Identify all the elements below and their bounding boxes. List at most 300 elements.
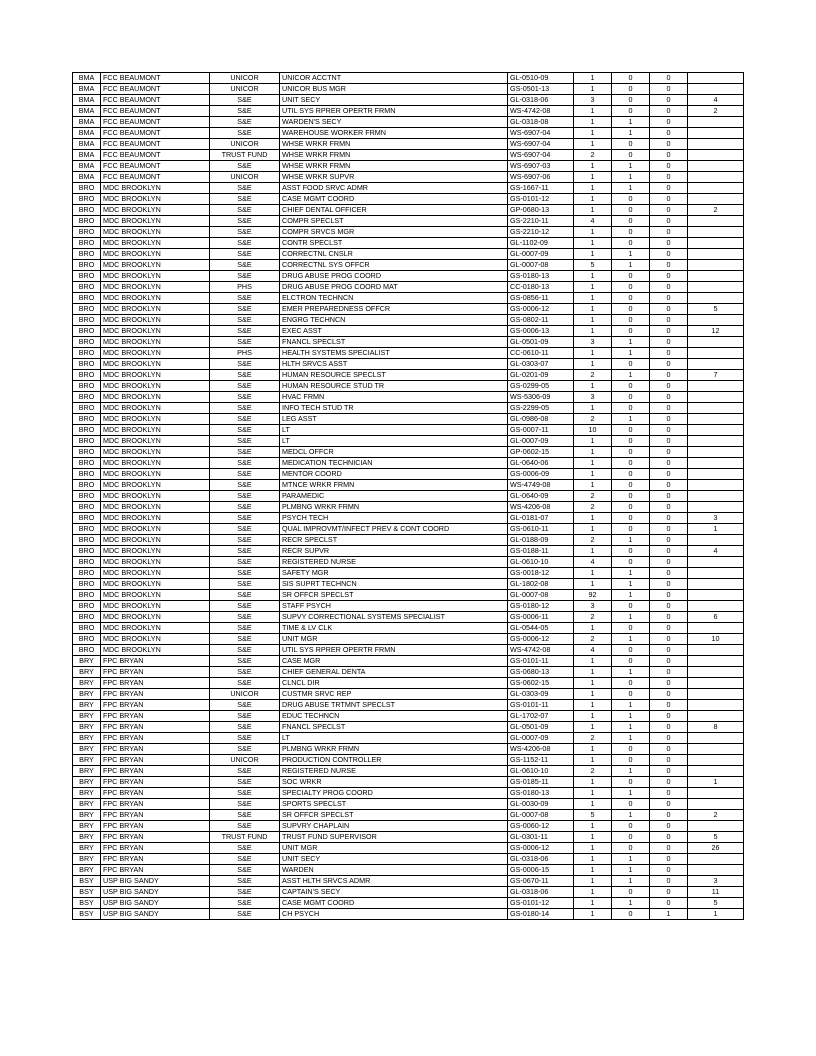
grade-cell: GS-0185-11 [508,777,574,788]
count-cell: 0 [650,183,688,194]
count-cell: 1 [574,898,612,909]
facility-code-cell: BRO [73,381,101,392]
fund-cell: PHS [210,282,280,293]
count-cell: 5 [688,304,744,315]
facility-code-cell: BRO [73,348,101,359]
position-title-cell: WARDEN [280,865,508,876]
facility-code-cell: BRO [73,601,101,612]
count-cell [688,183,744,194]
count-cell: 1 [612,370,650,381]
count-cell [688,392,744,403]
count-cell: 1 [612,766,650,777]
count-cell: 0 [612,106,650,117]
grade-cell: GS-0856-11 [508,293,574,304]
grade-cell: GL-0007-09 [508,249,574,260]
count-cell: 0 [650,227,688,238]
count-cell [688,260,744,271]
count-cell: 1 [574,744,612,755]
count-cell [688,601,744,612]
fund-cell: S&E [210,843,280,854]
grade-cell: GS-0180-13 [508,788,574,799]
count-cell: 0 [650,799,688,810]
count-cell [688,557,744,568]
table-row [73,425,744,436]
grade-cell: GL-0640-06 [508,458,574,469]
facility-name-cell: FPC BRYAN [101,667,210,678]
facility-code-cell: BRO [73,557,101,568]
count-cell: 0 [650,634,688,645]
count-cell: 1 [574,799,612,810]
facility-name-cell: MDC BROOKLYN [101,249,210,260]
grade-cell: GL-0030-09 [508,799,574,810]
grade-cell: GS-0101-11 [508,656,574,667]
facility-code-cell: BRY [73,667,101,678]
count-cell: 0 [650,854,688,865]
count-cell: 92 [574,590,612,601]
table-row [73,678,744,689]
count-cell: 0 [650,777,688,788]
facility-name-cell: FPC BRYAN [101,810,210,821]
facility-code-cell: BRO [73,205,101,216]
count-cell [688,271,744,282]
count-cell: 0 [650,348,688,359]
table-row [73,480,744,491]
facility-name-cell: FPC BRYAN [101,832,210,843]
facility-name-cell: MDC BROOKLYN [101,645,210,656]
fund-cell: S&E [210,491,280,502]
count-cell: 0 [650,513,688,524]
position-title-cell: SOC WRKR [280,777,508,788]
table-row [73,73,744,84]
facility-name-cell: USP BIG SANDY [101,887,210,898]
count-cell [688,799,744,810]
table-row [73,359,744,370]
count-cell [688,337,744,348]
count-cell: 4 [688,546,744,557]
position-title-cell: ELCTRON TECHNCN [280,293,508,304]
facility-name-cell: FCC BEAUMONT [101,84,210,95]
table-row [73,337,744,348]
count-cell: 1 [612,876,650,887]
position-title-cell: WHSE WRKR FRMN [280,161,508,172]
fund-cell: S&E [210,392,280,403]
staffing-table-body [73,73,744,920]
grade-cell: GS-0006-13 [508,326,574,337]
count-cell [688,238,744,249]
position-title-cell: UNICOR BUS MGR [280,84,508,95]
count-cell: 0 [650,722,688,733]
fund-cell: S&E [210,766,280,777]
count-cell: 10 [688,634,744,645]
position-title-cell: TRUST FUND SUPERVISOR [280,832,508,843]
fund-cell: UNICOR [210,84,280,95]
position-title-cell: LT [280,436,508,447]
count-cell: 5 [688,832,744,843]
count-cell [688,249,744,260]
count-cell: 1 [574,887,612,898]
table-row [73,370,744,381]
facility-name-cell: MDC BROOKLYN [101,370,210,381]
table-row [73,634,744,645]
fund-cell: S&E [210,513,280,524]
fund-cell: S&E [210,909,280,920]
count-cell: 1 [574,238,612,249]
facility-name-cell: FPC BRYAN [101,656,210,667]
count-cell: 1 [574,282,612,293]
grade-cell: GL-0501-09 [508,337,574,348]
count-cell: 1 [574,513,612,524]
table-row [73,865,744,876]
table-row [73,326,744,337]
position-title-cell: COMPR SRVCS MGR [280,227,508,238]
facility-name-cell: FPC BRYAN [101,755,210,766]
fund-cell: UNICOR [210,73,280,84]
fund-cell: S&E [210,458,280,469]
count-cell: 0 [650,216,688,227]
facility-name-cell: MDC BROOKLYN [101,271,210,282]
count-cell: 0 [612,194,650,205]
count-cell: 0 [612,843,650,854]
count-cell: 0 [612,304,650,315]
count-cell: 1 [574,865,612,876]
facility-code-cell: BRO [73,304,101,315]
position-title-cell: CLNCL DIR [280,678,508,689]
grade-cell: GS-0180-13 [508,271,574,282]
count-cell: 0 [612,656,650,667]
position-title-cell: ASST FOOD SRVC ADMR [280,183,508,194]
count-cell: 1 [688,524,744,535]
count-cell: 0 [612,678,650,689]
count-cell: 1 [574,656,612,667]
facility-name-cell: MDC BROOKLYN [101,557,210,568]
position-title-cell: ENGRG TECHNCN [280,315,508,326]
grade-cell: GL-0007-08 [508,810,574,821]
fund-cell: S&E [210,315,280,326]
count-cell: 0 [612,513,650,524]
grade-cell: GL-0318-06 [508,887,574,898]
grade-cell: WS-6907-04 [508,139,574,150]
grade-cell: GS-2210-12 [508,227,574,238]
facility-name-cell: MDC BROOKLYN [101,227,210,238]
count-cell: 1 [574,876,612,887]
facility-code-cell: BRY [73,700,101,711]
count-cell: 0 [612,84,650,95]
count-cell: 1 [574,469,612,480]
count-cell: 0 [650,733,688,744]
grade-cell: GL-0303-09 [508,689,574,700]
position-title-cell: INFO TECH STUD TR [280,403,508,414]
facility-code-cell: BRO [73,524,101,535]
grade-cell: GL-0986-08 [508,414,574,425]
count-cell: 5 [574,810,612,821]
position-title-cell: HUMAN RESOURCE STUD TR [280,381,508,392]
position-title-cell: CHIEF DENTAL OFFICER [280,205,508,216]
table-row [73,447,744,458]
fund-cell: S&E [210,205,280,216]
facility-name-cell: MDC BROOKLYN [101,436,210,447]
count-cell: 0 [612,293,650,304]
position-title-cell: SUPVY CORRECTIONAL SYSTEMS SPECIALIST [280,612,508,623]
count-cell: 2 [574,150,612,161]
table-row [73,513,744,524]
count-cell [688,84,744,95]
count-cell: 0 [650,667,688,678]
facility-code-cell: BRO [73,568,101,579]
facility-code-cell: BSY [73,887,101,898]
count-cell: 0 [650,755,688,766]
facility-code-cell: BRY [73,865,101,876]
facility-name-cell: MDC BROOKLYN [101,623,210,634]
facility-code-cell: BRY [73,832,101,843]
grade-cell: GL-0510-09 [508,73,574,84]
count-cell: 0 [650,260,688,271]
facility-code-cell: BRO [73,249,101,260]
fund-cell: S&E [210,546,280,557]
count-cell [688,689,744,700]
count-cell: 1 [574,348,612,359]
count-cell [688,403,744,414]
count-cell [688,293,744,304]
count-cell: 1 [574,722,612,733]
facility-name-cell: FPC BRYAN [101,799,210,810]
table-row [73,623,744,634]
count-cell: 0 [612,425,650,436]
fund-cell: S&E [210,469,280,480]
facility-name-cell: MDC BROOKLYN [101,315,210,326]
position-title-cell: LT [280,733,508,744]
position-title-cell: FNANCL SPECLST [280,722,508,733]
facility-code-cell: BRY [73,656,101,667]
facility-code-cell: BRY [73,854,101,865]
facility-code-cell: BRO [73,590,101,601]
fund-cell: S&E [210,106,280,117]
facility-code-cell: BSY [73,898,101,909]
count-cell: 2 [688,810,744,821]
fund-cell: S&E [210,865,280,876]
position-title-cell: MEDICATION TECHNICIAN [280,458,508,469]
count-cell: 0 [650,843,688,854]
count-cell: 0 [650,876,688,887]
count-cell: 0 [650,590,688,601]
count-cell: 0 [650,370,688,381]
count-cell: 1 [612,260,650,271]
count-cell: 4 [688,95,744,106]
count-cell [688,436,744,447]
fund-cell: TRUST FUND [210,832,280,843]
facility-code-cell: BMA [73,172,101,183]
fund-cell: S&E [210,95,280,106]
count-cell: 0 [650,326,688,337]
facility-code-cell: BRO [73,458,101,469]
count-cell: 3 [688,513,744,524]
count-cell: 1 [574,326,612,337]
count-cell: 0 [650,84,688,95]
grade-cell: GS-0101-12 [508,898,574,909]
count-cell: 0 [650,447,688,458]
facility-name-cell: FCC BEAUMONT [101,150,210,161]
grade-cell: CC-0610-11 [508,348,574,359]
count-cell: 1 [574,447,612,458]
table-row [73,117,744,128]
grade-cell: GS-1667-11 [508,183,574,194]
facility-name-cell: FPC BRYAN [101,711,210,722]
count-cell: 0 [650,700,688,711]
position-title-cell: PLMBNG WRKR FRMN [280,744,508,755]
count-cell: 0 [612,821,650,832]
count-cell: 0 [612,436,650,447]
table-row [73,381,744,392]
facility-name-cell: MDC BROOKLYN [101,260,210,271]
fund-cell: S&E [210,524,280,535]
facility-code-cell: BRY [73,744,101,755]
table-row [73,414,744,425]
grade-cell: WS-4749-08 [508,480,574,491]
count-cell: 2 [574,414,612,425]
count-cell [688,150,744,161]
grade-cell: GP-0602-15 [508,447,574,458]
facility-name-cell: MDC BROOKLYN [101,612,210,623]
count-cell: 0 [650,887,688,898]
fund-cell: S&E [210,260,280,271]
count-cell: 1 [612,854,650,865]
count-cell: 1 [574,139,612,150]
facility-code-cell: BRO [73,216,101,227]
table-row [73,282,744,293]
facility-code-cell: BRY [73,821,101,832]
table-row [73,799,744,810]
fund-cell: S&E [210,667,280,678]
table-row [73,304,744,315]
facility-name-cell: FPC BRYAN [101,689,210,700]
count-cell [688,315,744,326]
facility-name-cell: FCC BEAUMONT [101,73,210,84]
table-row [73,458,744,469]
count-cell [688,491,744,502]
count-cell [688,623,744,634]
table-row [73,843,744,854]
fund-cell: S&E [210,733,280,744]
count-cell: 1 [574,546,612,557]
grade-cell: WS-6907-03 [508,161,574,172]
fund-cell: S&E [210,678,280,689]
position-title-cell: PARAMEDIC [280,491,508,502]
count-cell: 0 [650,678,688,689]
table-row [73,84,744,95]
position-title-cell: STAFF PSYCH [280,601,508,612]
facility-code-cell: BRY [73,678,101,689]
count-cell: 1 [574,711,612,722]
fund-cell: S&E [210,744,280,755]
count-cell: 0 [650,480,688,491]
position-title-cell: DRUG ABUSE TRTMNT SPECLST [280,700,508,711]
count-cell: 0 [650,293,688,304]
count-cell: 1 [574,788,612,799]
position-title-cell: DRUG ABUSE PROG COORD MAT [280,282,508,293]
count-cell: 0 [612,139,650,150]
count-cell: 0 [650,117,688,128]
facility-code-cell: BRO [73,227,101,238]
count-cell: 0 [612,480,650,491]
count-cell: 0 [612,282,650,293]
table-row [73,106,744,117]
grade-cell: GS-0602-15 [508,678,574,689]
position-title-cell: UNIT MGR [280,843,508,854]
facility-name-cell: FPC BRYAN [101,722,210,733]
count-cell [688,216,744,227]
fund-cell: S&E [210,381,280,392]
fund-cell: S&E [210,645,280,656]
position-title-cell: UNICOR ACCTNT [280,73,508,84]
count-cell: 0 [650,810,688,821]
fund-cell: S&E [210,194,280,205]
count-cell: 1 [574,777,612,788]
count-cell: 0 [612,326,650,337]
count-cell: 1 [612,183,650,194]
count-cell: 0 [650,315,688,326]
count-cell [688,678,744,689]
fund-cell: S&E [210,700,280,711]
position-title-cell: CORRECTNL CNSLR [280,249,508,260]
count-cell: 1 [574,755,612,766]
grade-cell: GL-0318-08 [508,117,574,128]
count-cell: 2 [574,733,612,744]
count-cell: 1 [574,667,612,678]
table-row [73,876,744,887]
table-row [73,568,744,579]
table-row [73,161,744,172]
count-cell: 0 [650,381,688,392]
facility-code-cell: BSY [73,876,101,887]
grade-cell: CC-0180-13 [508,282,574,293]
grade-cell: GS-0188-11 [508,546,574,557]
fund-cell: S&E [210,480,280,491]
count-cell [688,667,744,678]
fund-cell: S&E [210,370,280,381]
grade-cell: GS-0007-11 [508,425,574,436]
fund-cell: UNICOR [210,139,280,150]
table-row [73,590,744,601]
grade-cell: GS-0299-05 [508,381,574,392]
facility-name-cell: FPC BRYAN [101,843,210,854]
position-title-cell: PSYCH TECH [280,513,508,524]
fund-cell: S&E [210,414,280,425]
grade-cell: GL-0007-08 [508,260,574,271]
count-cell: 0 [650,612,688,623]
facility-code-cell: BRO [73,282,101,293]
count-cell: 3 [574,95,612,106]
grade-cell: GL-0610-10 [508,766,574,777]
table-row [73,810,744,821]
count-cell: 0 [650,557,688,568]
fund-cell: S&E [210,876,280,887]
count-cell: 0 [650,238,688,249]
facility-code-cell: BRO [73,370,101,381]
facility-code-cell: BRO [73,392,101,403]
table-row [73,293,744,304]
count-cell: 1 [574,854,612,865]
count-cell: 2 [688,106,744,117]
count-cell [688,700,744,711]
count-cell [688,821,744,832]
facility-code-cell: BRO [73,502,101,513]
count-cell: 1 [612,612,650,623]
count-cell: 0 [650,689,688,700]
count-cell: 1 [574,568,612,579]
count-cell: 1 [574,183,612,194]
position-title-cell: SR OFFCR SPECLST [280,810,508,821]
count-cell: 4 [574,557,612,568]
grade-cell: GP-0680-13 [508,205,574,216]
